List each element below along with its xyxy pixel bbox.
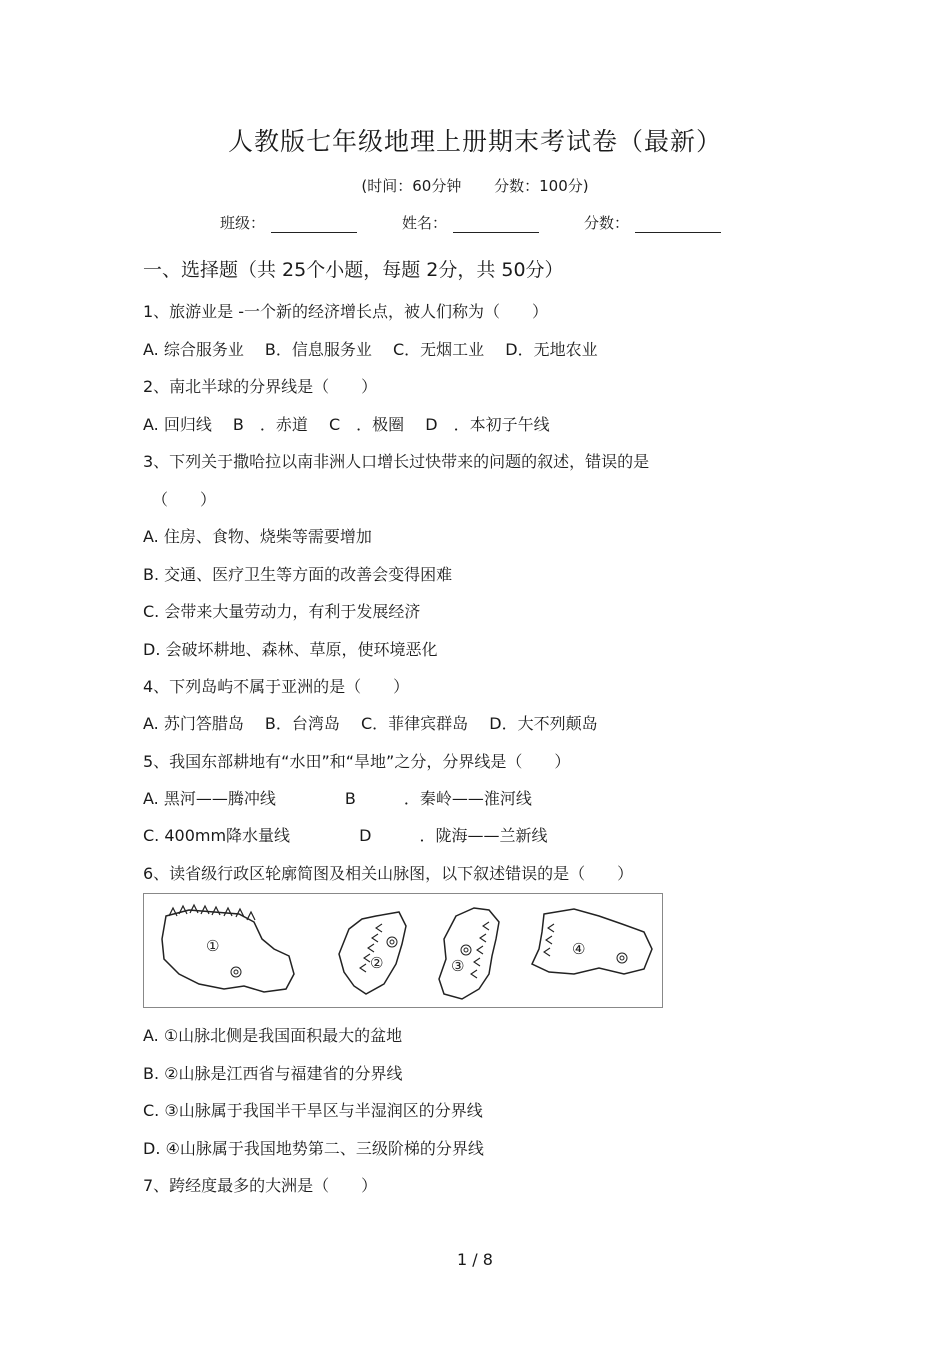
province-1-capital — [231, 967, 241, 977]
question-4: 4、下列岛屿不属于亚洲的是（ ） — [143, 677, 410, 696]
province-outline-map — [144, 894, 662, 1007]
question-5: 5、我国东部耕地有“水田”和“旱地”之分，分界线是（ ） — [143, 752, 571, 771]
page-number: 1 / 8 — [457, 1250, 493, 1269]
section-heading: 一、选择题（共 25个小题，每题 2分，共 50分） — [143, 259, 564, 281]
score-info: 分数：100分) — [494, 177, 589, 195]
province-2-label: ② — [370, 954, 384, 972]
province-4-capital — [617, 953, 627, 963]
exam-meta — [0, 175, 950, 196]
province-3-capital — [461, 945, 471, 955]
question-3-option-c: C. 会带来大量劳动力，有利于发展经济 — [143, 602, 421, 621]
name-label: 姓名： — [402, 214, 448, 232]
question-1: 1、旅游业是 -一个新的经济增长点，被人们称为（ ） — [143, 302, 549, 321]
question-5-options-ab: A. 黑河——腾冲线 B ．秦岭——淮河线 — [143, 789, 532, 808]
class-field — [220, 212, 357, 233]
score-label: 分数： — [584, 214, 630, 232]
province-1-label: ① — [206, 937, 220, 955]
name-blank — [453, 216, 539, 233]
class-blank — [271, 216, 357, 233]
question-6-option-a: A. ①山脉北侧是我国面积最大的盆地 — [143, 1026, 403, 1045]
question-1-options: A. 综合服务业 B．信息服务业 C．无烟工业 D．无地农业 — [143, 340, 598, 359]
question-3-option-d: D. 会破坏耕地、森林、草原，使环境恶化 — [143, 640, 438, 659]
question-3: 3、下列关于撒哈拉以南非洲人口增长过快带来的问题的叙述，错误的是 — [143, 452, 650, 471]
page-title: 人教版七年级地理上册期末考试卷（最新） — [227, 127, 722, 156]
mountain-range-4 — [544, 924, 554, 956]
name-field — [402, 212, 539, 233]
question-4-options: A. 苏门答腊岛 B．台湾岛 C．菲律宾群岛 D．大不列颠岛 — [143, 714, 598, 733]
province-2-capital — [387, 937, 397, 947]
question-6-option-d: D. ④山脉属于我国地势第二、三级阶梯的分界线 — [143, 1139, 484, 1158]
time-info: (时间：60分钟 — [361, 177, 462, 195]
question-6-option-b: B. ②山脉是江西省与福建省的分界线 — [143, 1064, 403, 1083]
question-3-bracket: （ ） — [152, 490, 217, 509]
province-2-outline — [339, 912, 406, 994]
question-2-options: A. 回归线 B ．赤道 C ．极圈 D ．本初子午线 — [143, 415, 550, 434]
province-3-label: ③ — [451, 957, 465, 975]
mountain-range-3 — [471, 922, 489, 978]
question-6: 6、读省级行政区轮廓简图及相关山脉图，以下叙述错误的是（ ） — [143, 864, 634, 883]
score-blank — [635, 216, 721, 233]
province-4-label: ④ — [572, 940, 586, 958]
question-6-option-c: C. ③山脉属于我国半干旱区与半湿润区的分界线 — [143, 1101, 483, 1120]
question-2: 2、南北半球的分界线是（ ） — [143, 377, 378, 396]
province-4-outline — [532, 909, 652, 974]
question-7: 7、跨经度最多的大洲是（ ） — [143, 1176, 378, 1195]
province-1-outline — [162, 910, 294, 992]
province-map-figure — [143, 893, 663, 1008]
class-label: 班级： — [220, 214, 266, 232]
score-field — [584, 212, 721, 233]
question-3-option-a: A. 住房、食物、烧柴等需要增加 — [143, 527, 372, 546]
question-3-option-b: B. 交通、医疗卫生等方面的改善会变得困难 — [143, 565, 453, 584]
question-5-options-cd: C. 400mm降水量线 D ．陇海——兰新线 — [143, 826, 548, 845]
